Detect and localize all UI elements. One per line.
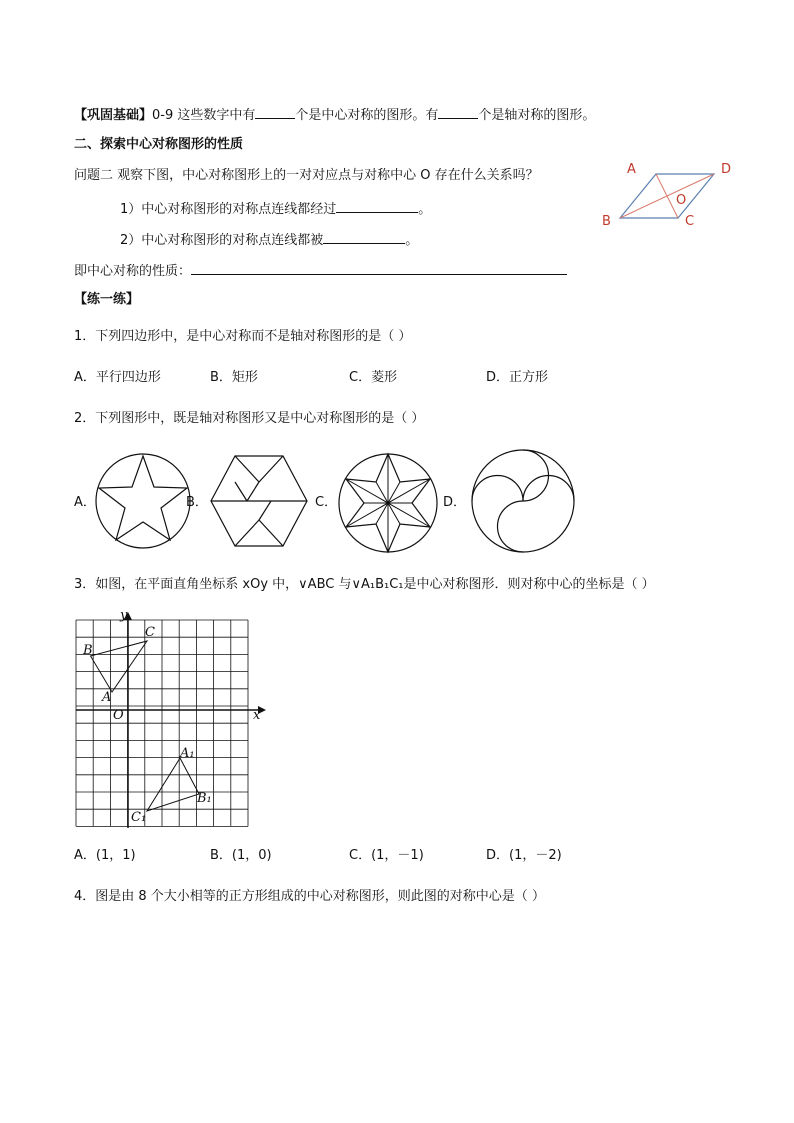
point-label-d: D <box>721 162 732 177</box>
q3-option-a[interactable]: A．(1，1) <box>74 848 136 863</box>
parallelogram-figure <box>600 160 740 235</box>
question2-item2 <box>120 231 418 249</box>
q2-option-d[interactable]: D． <box>443 495 467 510</box>
question2-item2-text: 2）中心对称图形的对称点连线都被 <box>120 233 324 248</box>
q2-stem: 2．下列图形中，既是轴对称图形又是中心对称图形的是（ ） <box>74 411 425 426</box>
point-label-grid-a: A <box>102 690 112 705</box>
question2-text: 问题二 观察下图，中心对称图形上的一对对应点与对称中心 O 存在什么关系吗？ <box>74 168 539 183</box>
point-label-c: C <box>685 214 695 229</box>
q1-stem: 1．下列四边形中，是中心对称而不是轴对称图形的是（ ） <box>74 329 412 344</box>
point-label-grid-c: C <box>145 625 155 640</box>
practice-title: 【练一练】 <box>74 292 140 307</box>
point-label-b: B <box>602 214 611 229</box>
item2-period: 。 <box>405 233 419 248</box>
property-blank[interactable] <box>191 262 567 275</box>
consolidate-text-b: 个是中心对称的图形。有 <box>295 108 439 123</box>
point-label-grid-a1: A₁ <box>180 746 195 761</box>
six-point-star-figure <box>337 452 439 554</box>
point-label-grid-c1: C₁ <box>131 810 147 825</box>
q3-stem: 3．如图，在平面直角坐标系 xOy 中，∨ABC 与∨A₁B₁C₁是中心对称图形．则对称中心的坐标是（ ） <box>74 577 655 592</box>
origin-label: O <box>113 708 124 723</box>
consolidate-text-c: 个是轴对称的图形。 <box>478 108 596 123</box>
grid-lines <box>76 620 248 826</box>
answer-blank-2[interactable] <box>438 106 478 119</box>
q2-option-a[interactable]: A． <box>74 495 96 510</box>
consolidate-tag: 【巩固基础】 <box>74 108 153 123</box>
point-label-grid-b1: B₁ <box>197 791 212 806</box>
diagonal-bd <box>620 174 714 218</box>
item2-blank[interactable] <box>323 231 405 244</box>
q1-option-b[interactable]: B．矩形 <box>210 370 258 385</box>
point-label-o: O <box>676 193 687 208</box>
swirl-circle-figure <box>470 448 576 554</box>
triangle-a1b1c1 <box>147 758 199 811</box>
axis-label-x: x <box>253 708 261 723</box>
star-in-circle-figure <box>94 452 192 550</box>
coordinate-grid-figure <box>76 612 266 832</box>
answer-blank-1[interactable] <box>255 106 295 119</box>
section2-title: 二、探索中心对称图形的性质 <box>74 137 244 152</box>
question2-item1-text: 1）中心对称图形的对称点连线都经过 <box>120 202 337 217</box>
item1-period: 。 <box>418 202 432 217</box>
consolidate-text-a: 0-9 这些数字中有 <box>152 108 256 123</box>
q3-option-c[interactable]: C．(1，－1) <box>349 848 424 863</box>
question2-item1 <box>120 200 431 218</box>
consolidate-line <box>74 106 595 124</box>
point-label-grid-b: B <box>83 643 93 658</box>
property-label: 即中心对称的性质： <box>74 264 192 279</box>
triangle-abc <box>91 641 148 692</box>
q2-option-b[interactable]: B． <box>186 495 208 510</box>
item1-blank[interactable] <box>336 200 418 213</box>
q3-option-b[interactable]: B．(1，0) <box>210 848 272 863</box>
hexagon-pinwheel-figure <box>206 452 312 550</box>
point-label-a: A <box>627 162 636 177</box>
axis-label-y: y <box>120 608 128 623</box>
q3-option-d[interactable]: D．(1，－2) <box>486 848 562 863</box>
q4-stem: 4．图是由 8 个大小相等的正方形组成的中心对称图形，则此图的对称中心是（ ） <box>74 889 545 904</box>
q2-option-c[interactable]: C． <box>315 495 338 510</box>
q1-option-d[interactable]: D．正方形 <box>486 370 549 385</box>
property-line <box>74 262 567 280</box>
q1-option-c[interactable]: C．菱形 <box>349 370 398 385</box>
q1-option-a[interactable]: A．平行四边形 <box>74 370 161 385</box>
